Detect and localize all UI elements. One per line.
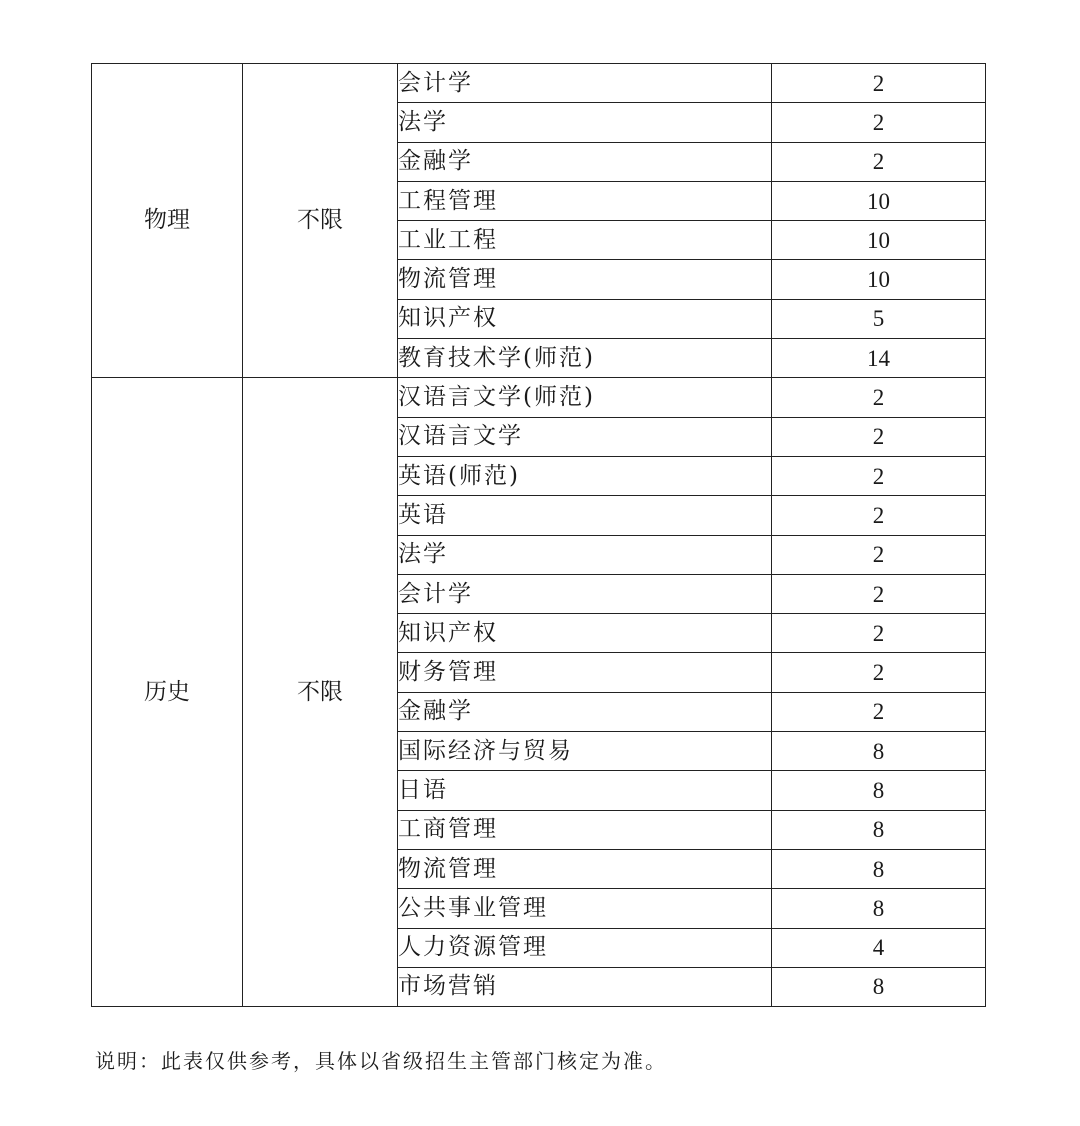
count-cell: 14 [772,339,986,378]
count-cell: 10 [772,181,986,220]
major-cell: 金融学 [398,142,772,181]
count-cell: 2 [772,103,986,142]
table-body [92,64,986,1007]
count-cell: 2 [772,496,986,535]
count-cell: 8 [772,889,986,928]
count-cell: 4 [772,928,986,967]
count-cell: 2 [772,574,986,613]
count-cell: 2 [772,653,986,692]
requirement-cell: 不限 [243,64,398,378]
count-cell: 8 [772,732,986,771]
count-cell: 2 [772,378,986,417]
count-cell: 10 [772,221,986,260]
major-cell: 知识产权 [398,299,772,338]
footnote: 说明：此表仅供参考，具体以省级招生主管部门核定为准。 [95,1049,667,1073]
count-cell: 10 [772,260,986,299]
major-cell: 工商管理 [398,810,772,849]
major-cell: 英语 [398,496,772,535]
major-cell: 知识产权 [398,614,772,653]
major-cell: 财务管理 [398,653,772,692]
table-row [92,64,986,103]
count-cell: 8 [772,810,986,849]
major-cell: 金融学 [398,692,772,731]
subject-cell: 物理 [92,64,243,378]
enrollment-table [91,63,986,1007]
count-cell: 2 [772,614,986,653]
major-cell: 英语(师范) [398,456,772,495]
major-cell: 市场营销 [398,967,772,1006]
major-cell: 会计学 [398,64,772,103]
requirement-cell: 不限 [243,378,398,1007]
major-cell: 公共事业管理 [398,889,772,928]
table-row [92,378,986,417]
major-cell: 工业工程 [398,221,772,260]
count-cell: 5 [772,299,986,338]
major-cell: 物流管理 [398,260,772,299]
major-cell: 法学 [398,535,772,574]
count-cell: 2 [772,692,986,731]
count-cell: 2 [772,142,986,181]
major-cell: 会计学 [398,574,772,613]
subject-cell: 历史 [92,378,243,1007]
major-cell: 汉语言文学 [398,417,772,456]
major-cell: 工程管理 [398,181,772,220]
count-cell: 8 [772,849,986,888]
major-cell: 法学 [398,103,772,142]
count-cell: 8 [772,967,986,1006]
count-cell: 2 [772,417,986,456]
major-cell: 物流管理 [398,849,772,888]
major-cell: 教育技术学(师范) [398,339,772,378]
count-cell: 2 [772,535,986,574]
major-cell: 汉语言文学(师范) [398,378,772,417]
major-cell: 国际经济与贸易 [398,732,772,771]
major-cell: 日语 [398,771,772,810]
count-cell: 2 [772,64,986,103]
count-cell: 8 [772,771,986,810]
count-cell: 2 [772,456,986,495]
major-cell: 人力资源管理 [398,928,772,967]
